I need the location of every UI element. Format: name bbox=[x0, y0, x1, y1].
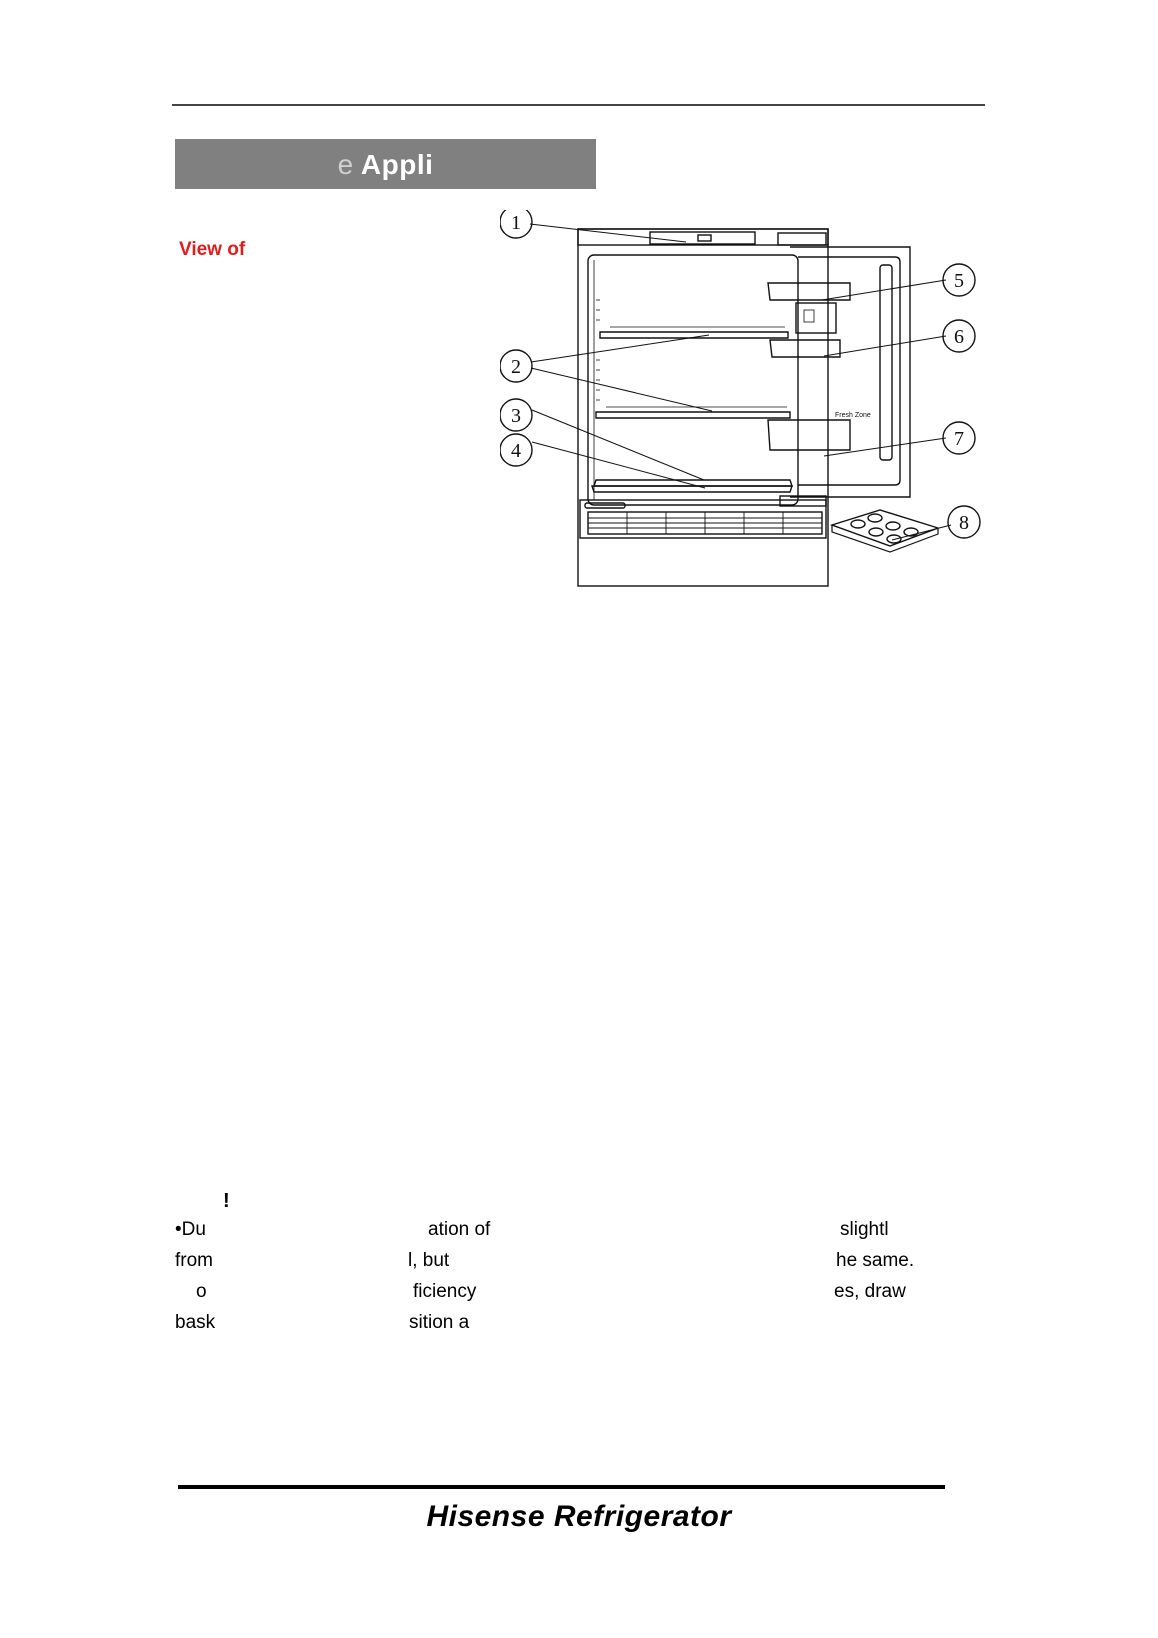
vent-slots bbox=[588, 512, 822, 534]
note-line-2-end: he same. bbox=[836, 1250, 915, 1271]
callout-circles bbox=[500, 210, 980, 538]
note-line-1-middle: ation of bbox=[428, 1219, 491, 1240]
door-gasket bbox=[880, 265, 892, 460]
top-divider bbox=[172, 104, 985, 106]
note-line-4-start: bask bbox=[175, 1312, 216, 1333]
top-hinge bbox=[778, 233, 826, 245]
callout-8-label: 8 bbox=[959, 512, 969, 534]
control-panel bbox=[650, 232, 755, 244]
crisper-drawer bbox=[592, 486, 792, 492]
view-label: View of bbox=[179, 239, 246, 260]
refrigerator-diagram bbox=[500, 210, 990, 590]
footer-brand: Hisense Refrigerator bbox=[426, 1500, 732, 1533]
shelf-ribs bbox=[596, 300, 600, 400]
note-line-1-end: slightl bbox=[840, 1219, 889, 1240]
section-title bbox=[175, 149, 596, 181]
drawer-label: Fresh Zone bbox=[835, 412, 871, 419]
inner-liner bbox=[588, 255, 798, 505]
callout-1-label: 1 bbox=[511, 212, 521, 234]
door-liner bbox=[798, 257, 900, 485]
callout-6-label: 6 bbox=[954, 326, 964, 348]
note-line-3-start: o bbox=[196, 1281, 207, 1302]
note-line-2-middle: l, but bbox=[408, 1250, 450, 1271]
door-balcony-middle bbox=[770, 340, 840, 357]
section-title-banner bbox=[175, 139, 596, 189]
callout-5-label: 5 bbox=[954, 270, 964, 292]
callout-7-label: 7 bbox=[954, 428, 964, 450]
callout-3-label: 3 bbox=[511, 405, 521, 427]
callout-4-label: 4 bbox=[511, 440, 521, 462]
door-balcony-lower bbox=[768, 420, 850, 450]
note-line-1-start: •Du bbox=[175, 1219, 206, 1240]
note-line-3-middle: ficiency bbox=[413, 1281, 477, 1302]
section-title-main: Appli bbox=[360, 149, 434, 180]
note-exclamation: ! bbox=[223, 1190, 230, 1212]
note-line-2-start: from bbox=[175, 1250, 213, 1271]
section-title-faint: e bbox=[337, 149, 354, 180]
door-bracket bbox=[796, 303, 836, 333]
glass-shelf-lower bbox=[596, 412, 790, 418]
display-window bbox=[698, 235, 711, 241]
note-line-3-end: es, draw bbox=[834, 1281, 906, 1302]
note-line-4-middle: sition a bbox=[409, 1312, 470, 1333]
callout-2-label: 2 bbox=[511, 356, 521, 378]
footer-divider bbox=[178, 1485, 945, 1489]
